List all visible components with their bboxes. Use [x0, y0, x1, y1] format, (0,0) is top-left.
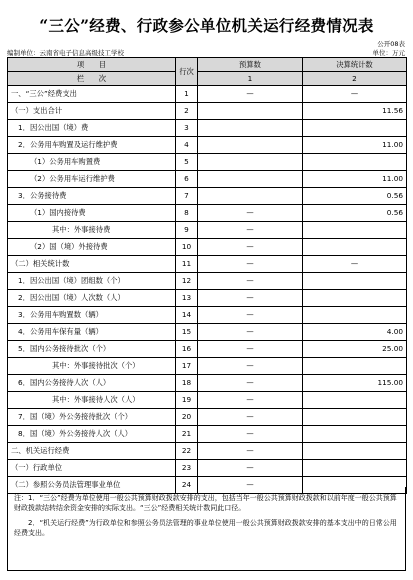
row-seq: 20 — [176, 409, 198, 426]
header-actual: 决算统计数 — [303, 58, 407, 72]
row-actual: 11.00 — [303, 171, 407, 188]
row-budget: — — [198, 341, 303, 358]
row-label: 2．公务用车购置及运行维护费 — [8, 137, 176, 154]
row-actual — [303, 222, 407, 239]
row-budget: — — [198, 477, 303, 494]
row-budget: — — [198, 324, 303, 341]
row-budget: — — [198, 86, 303, 103]
row-budget: — — [198, 375, 303, 392]
row-actual — [303, 307, 407, 324]
row-seq: 18 — [176, 375, 198, 392]
table-row — [8, 103, 407, 120]
table-row — [8, 205, 407, 222]
notes-box — [7, 487, 406, 571]
table-row — [8, 120, 407, 137]
table-row — [8, 409, 407, 426]
row-label: （1）国内接待费 — [8, 205, 176, 222]
row-seq: 17 — [176, 358, 198, 375]
row-label: （二）参照公务员法管理事业单位 — [8, 477, 176, 494]
row-budget: — — [198, 222, 303, 239]
table-row — [8, 290, 407, 307]
row-budget: — — [198, 358, 303, 375]
row-budget: — — [198, 460, 303, 477]
row-actual — [303, 290, 407, 307]
row-actual: 11.00 — [303, 137, 407, 154]
row-label: （一）行政单位 — [8, 460, 176, 477]
row-actual: 0.56 — [303, 188, 407, 205]
row-label: 5．国内公务接待批次（个） — [8, 341, 176, 358]
row-label: （二）相关统计数 — [8, 256, 176, 273]
row-seq: 21 — [176, 426, 198, 443]
header-seq: 行次 — [176, 58, 198, 86]
row-budget — [198, 137, 303, 154]
row-seq: 9 — [176, 222, 198, 239]
row-actual — [303, 392, 407, 409]
row-budget — [198, 188, 303, 205]
table-row — [8, 273, 407, 290]
table-row — [8, 307, 407, 324]
row-seq: 7 — [176, 188, 198, 205]
table-row — [8, 375, 407, 392]
table-row — [8, 171, 407, 188]
table-row — [8, 154, 407, 171]
row-label: （一）支出合计 — [8, 103, 176, 120]
row-seq: 22 — [176, 443, 198, 460]
row-seq: 16 — [176, 341, 198, 358]
table-row — [8, 256, 407, 273]
row-actual — [303, 239, 407, 256]
row-label: 3．公务用车购置数（辆） — [8, 307, 176, 324]
row-actual: 4.00 — [303, 324, 407, 341]
row-seq: 13 — [176, 290, 198, 307]
row-label: 其中：外事接待费 — [8, 222, 176, 239]
row-actual — [303, 426, 407, 443]
row-seq: 11 — [176, 256, 198, 273]
row-actual — [303, 460, 407, 477]
row-budget — [198, 171, 303, 188]
row-seq: 3 — [176, 120, 198, 137]
row-budget: — — [198, 205, 303, 222]
form-number: 公开08表 — [377, 40, 405, 48]
row-label: 6．国内公务接待人次（人） — [8, 375, 176, 392]
header-item: 项 目 — [8, 58, 176, 72]
row-actual: — — [303, 256, 407, 273]
table-row — [8, 358, 407, 375]
header-actual-col-no: 2 — [303, 72, 407, 86]
row-actual — [303, 443, 407, 460]
row-budget — [198, 120, 303, 137]
row-seq: 8 — [176, 205, 198, 222]
row-actual — [303, 120, 407, 137]
row-budget: — — [198, 273, 303, 290]
row-label: 一、“三公”经费支出 — [8, 86, 176, 103]
row-label: 其中：外事接待人次（人） — [8, 392, 176, 409]
table-row — [8, 222, 407, 239]
row-budget: — — [198, 392, 303, 409]
row-label: 3．公务接待费 — [8, 188, 176, 205]
row-label: 1．因公出国（境）团组数（个） — [8, 273, 176, 290]
row-label: 1．因公出国（境）费 — [8, 120, 176, 137]
row-seq: 14 — [176, 307, 198, 324]
row-budget: — — [198, 443, 303, 460]
row-budget: — — [198, 426, 303, 443]
row-budget: — — [198, 307, 303, 324]
table-row — [8, 341, 407, 358]
row-actual: — — [303, 86, 407, 103]
row-label: 4．公务用车保有量（辆） — [8, 324, 176, 341]
row-actual: 0.56 — [303, 205, 407, 222]
row-seq: 15 — [176, 324, 198, 341]
row-label: 2．因公出国（境）人次数（人） — [8, 290, 176, 307]
row-seq: 23 — [176, 460, 198, 477]
row-label: 8．国（境）外公务接待人次（人） — [8, 426, 176, 443]
row-label: （1）公务用车购置费 — [8, 154, 176, 171]
header-budget-col-no: 1 — [198, 72, 303, 86]
table-row — [8, 460, 407, 477]
row-actual — [303, 273, 407, 290]
row-actual: 11.56 — [303, 103, 407, 120]
row-label: 7．国（境）外公务接待批次（个） — [8, 409, 176, 426]
row-actual: 25.00 — [303, 341, 407, 358]
table-row — [8, 239, 407, 256]
row-seq: 10 — [176, 239, 198, 256]
row-actual — [303, 409, 407, 426]
row-seq: 4 — [176, 137, 198, 154]
row-budget: — — [198, 256, 303, 273]
row-actual: 115.00 — [303, 375, 407, 392]
row-budget: — — [198, 409, 303, 426]
row-label: 二、机关运行经费 — [8, 443, 176, 460]
row-actual — [303, 358, 407, 375]
row-seq: 24 — [176, 477, 198, 494]
expense-table — [7, 57, 407, 494]
note-2: 2．“机关运行经费”为行政单位和参照公务员法管理的事业单位使用一般公共预算财政拨款安排的基本支出中的日常公用经费支出。 — [14, 519, 397, 537]
header-budget: 预算数 — [198, 58, 303, 72]
table-row — [8, 392, 407, 409]
row-budget — [198, 103, 303, 120]
compiling-unit: 编制单位：云南省电子信息高级技工学校 — [7, 49, 124, 57]
row-label: 其中：外事接待批次（个） — [8, 358, 176, 375]
table-row — [8, 137, 407, 154]
row-seq: 12 — [176, 273, 198, 290]
table-row — [8, 188, 407, 205]
table-row — [8, 324, 407, 341]
row-seq: 6 — [176, 171, 198, 188]
row-budget: — — [198, 239, 303, 256]
row-label: （2）国（境）外接待费 — [8, 239, 176, 256]
row-label: （2）公务用车运行维护费 — [8, 171, 176, 188]
row-seq: 19 — [176, 392, 198, 409]
row-seq: 5 — [176, 154, 198, 171]
table-row — [8, 443, 407, 460]
table-row — [8, 86, 407, 103]
row-seq: 1 — [176, 86, 198, 103]
table-row — [8, 426, 407, 443]
row-seq: 2 — [176, 103, 198, 120]
row-budget — [198, 154, 303, 171]
header-column: 栏 次 — [8, 72, 176, 86]
row-actual — [303, 154, 407, 171]
currency-unit: 单位：万元 — [372, 49, 405, 57]
note-1: 注：1．“三公”经费为单位使用一般公共预算财政拨款安排的支出，包括当年一般公共预算财政拨款和以前年度一般公共预算财政拨款结转结余资金安排的实际支出。“三公”经费相关统计数同此口径。 — [14, 494, 397, 512]
table-body — [8, 86, 407, 494]
row-budget: — — [198, 290, 303, 307]
report-title: “三公”经费、行政参公单位机关运行经费情况表 — [39, 16, 374, 35]
